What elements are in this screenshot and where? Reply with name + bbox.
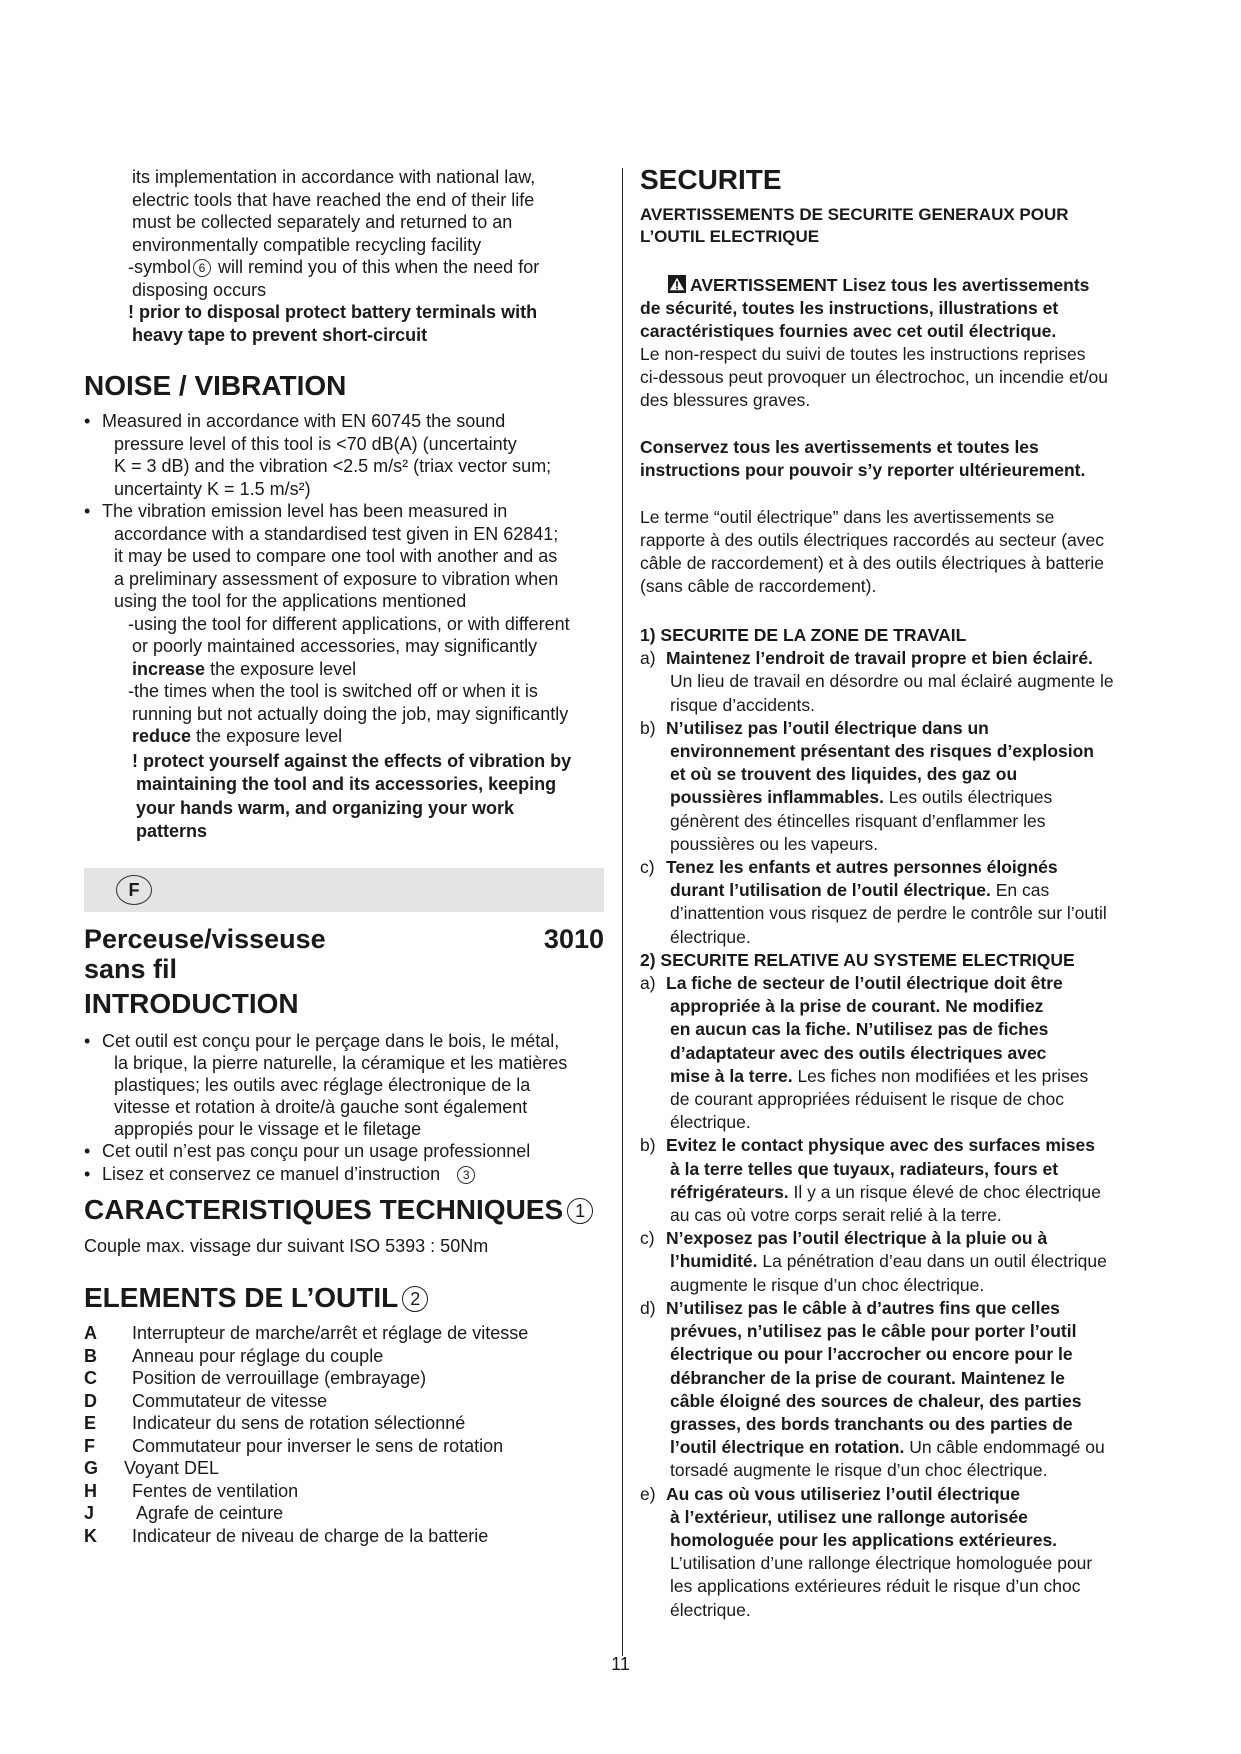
element-text: Agrafe de ceinture (136, 1503, 284, 1523)
text-line: électrique. (670, 1599, 751, 1620)
text-line: its implementation in accordance with national law, (132, 167, 536, 187)
element-row (84, 1412, 614, 1435)
element-letter: G (84, 1458, 99, 1478)
list-item (84, 1163, 614, 1186)
text-line: et où se trouvent des liquides, des gaz ou (670, 764, 1018, 785)
safety-item (640, 717, 1160, 856)
safety-item (640, 647, 1160, 717)
element-letter: D (84, 1390, 97, 1411)
text-line: your hands warm, and organizing your work (136, 797, 515, 818)
element-row (84, 1457, 614, 1480)
text-run: Les fiches non modifiées et les prises (797, 1065, 1089, 1086)
text-line: uncertainty K = 1.5 m/s²) (114, 478, 311, 499)
text-line: -using the tool for different applications, or with different (128, 613, 570, 634)
column-divider (622, 168, 623, 1656)
text-line: Conservez tous les avertissements et toutes les (640, 437, 1039, 457)
symbol-post: will remind you of this when the need for (218, 257, 540, 277)
text-line: or poorly maintained accessories, may significantly (132, 636, 538, 656)
item-label: d) (640, 1297, 656, 1318)
text-line: rapporte à des outils électriques raccordés au secteur (avec (640, 530, 1104, 550)
text-line: risque d’accidents. (670, 694, 815, 715)
section-heading: 2) SECURITE RELATIVE AU SYSTEME ELECTRIQUE (640, 949, 1075, 970)
text-line: des blessures graves. (640, 390, 811, 410)
text-line: génèrent des étincelles risquant d’enflammer les (670, 810, 1046, 831)
tech-heading (84, 1194, 593, 1226)
text-line: using the tool for the applications mentioned (114, 591, 467, 611)
language-badge: F (116, 875, 152, 905)
text-line: disposing occurs (132, 279, 267, 300)
figure-ref-3: 3 (457, 1166, 475, 1184)
element-letter: F (84, 1435, 95, 1456)
text-line: de courant appropriées réduisent le risque de choc (670, 1089, 1064, 1110)
element-text: Indicateur de niveau de charge de la batterie (132, 1525, 489, 1546)
text-line: en aucun cas la fiche. N’utilisez pas de fiches (670, 1019, 1049, 1040)
safety-item (640, 856, 1160, 949)
text-line (666, 1181, 1160, 1204)
text-line: plastiques; les outils avec réglage électronique de la (114, 1075, 531, 1095)
text-line: • The vibration emission level has been measured in (102, 501, 508, 521)
element-text: Anneau pour réglage du couple (132, 1345, 384, 1366)
warning-triangle-icon (668, 275, 686, 293)
text-line: homologuée pour les applications extérieures. (670, 1529, 1058, 1550)
keep-instructions (640, 436, 1085, 482)
element-row (84, 1390, 614, 1413)
section-heading: 1) SECURITE DE LA ZONE DE TRAVAIL (640, 625, 967, 645)
intro-list (84, 1030, 614, 1185)
element-text: Indicateur du sens de rotation sélectionné (132, 1413, 466, 1433)
list-item (84, 500, 614, 613)
element-text: Fentes de ventilation (132, 1480, 299, 1501)
text-line: les applications extérieures réduit le risque d’un choc (670, 1576, 1081, 1597)
text-line: Le non-respect du suivi de toutes les instructions reprises (640, 344, 1086, 364)
text-line: accordance with a standardised test given in EN 62841; (114, 523, 559, 544)
element-text: Position de verrouillage (embrayage) (132, 1368, 427, 1388)
element-row (84, 1345, 614, 1368)
increase-word: increase (132, 658, 206, 679)
text-line: prévues, n’utilisez pas le câble pour porter l’outil (670, 1321, 1077, 1342)
warning-text: AVERTISSEMENT Lisez tous les avertissements (690, 275, 1090, 295)
element-text: Interrupteur de marche/arrêt et réglage de vitesse (132, 1323, 529, 1343)
element-letter: K (84, 1525, 97, 1546)
text-line: running but not actually doing the job, may significantly (132, 703, 569, 724)
product-title: sans fil (84, 954, 178, 984)
text-line: must be collected separately and returned to an (132, 212, 513, 232)
text-line: au cas où votre corps serait relié à la terre. (670, 1205, 1002, 1226)
product-title: Perceuse/visseuse (84, 924, 326, 954)
product-model: 3010 (543, 924, 604, 954)
text-line: Maintenez l’endroit de travail propre et bien éclairé. (666, 648, 1093, 669)
safety-item (640, 1134, 1160, 1227)
bold-run: mise à la terre. (670, 1065, 793, 1086)
item-label: b) (640, 717, 656, 738)
text-line (666, 879, 1160, 902)
safety-item (640, 1227, 1160, 1297)
text-line: augmente le risque d’un choc électrique. (670, 1274, 985, 1295)
element-row (84, 1480, 614, 1503)
text-line: grasses, des bords tranchants ou des parties de (670, 1413, 1073, 1434)
text-line: maintaining the tool and its accessories, keeping (136, 774, 557, 794)
element-letter: E (84, 1413, 97, 1433)
text-line: vitesse et rotation à droite/à gauche sont également (114, 1097, 528, 1117)
securite-subheading (640, 204, 1069, 248)
text-line: ! protect yourself against the effects of vibration by (132, 750, 572, 771)
text-line: L’OUTIL ELECTRIQUE (640, 227, 820, 246)
text-line: N’utilisez pas le câble à d’autres fins que celles (666, 1297, 1060, 1318)
text-line: Evitez le contact physique avec des surfaces mises (666, 1135, 1095, 1156)
torque-spec: Couple max. vissage dur suivant ISO 5393 : 50Nm (84, 1236, 489, 1256)
increase-rest: the exposure level (210, 658, 357, 679)
text-line (666, 786, 1160, 809)
item-label: a) (640, 973, 656, 994)
list-item (84, 410, 614, 500)
safety-sections (640, 624, 1160, 1622)
text-line: environnement présentant des risques d’explosion (670, 741, 1094, 762)
list-item (84, 1030, 614, 1140)
page-number: 11 (611, 1654, 630, 1674)
text-line: • Cet outil est conçu pour le perçage dans le bois, le métal, (102, 1031, 560, 1051)
item-label: a) (640, 648, 656, 669)
text-line (128, 725, 614, 748)
text-run: Les outils électriques (888, 787, 1053, 808)
tech-heading-text: CARACTERISTIQUES TECHNIQUES (84, 1194, 564, 1225)
figure-ref-2: 2 (402, 1286, 428, 1312)
element-row (84, 1435, 614, 1458)
disposal-paragraph (128, 166, 612, 346)
element-letter: B (84, 1345, 97, 1366)
list-item: • Cet outil n’est pas conçu pour un usage professionnel (84, 1140, 614, 1163)
text-line: • Measured in accordance with EN 60745 the sound (102, 411, 506, 431)
noise-heading: NOISE / VIBRATION (84, 370, 347, 401)
text-line: patterns (136, 821, 208, 841)
text-line (128, 658, 614, 681)
safety-item (640, 1297, 1160, 1483)
warning-block (640, 274, 1160, 412)
elements-heading-text: ELEMENTS DE L’OUTIL (84, 1282, 399, 1313)
text-line: environmentally compatible recycling facility (132, 234, 482, 255)
element-row (84, 1322, 614, 1345)
item-label: b) (640, 1135, 656, 1156)
elements-list (84, 1322, 614, 1547)
text-line: Lisez et conservez ce manuel d’instruction (102, 1163, 441, 1184)
text-line (640, 274, 1160, 297)
text-line: câble éloigné des sources de chaleur, des parties (670, 1390, 1082, 1411)
text-line: AVERTISSEMENTS DE SECURITE GENERAUX POUR (640, 205, 1069, 224)
text-line: de sécurité, toutes les instructions, illustrations et (640, 298, 1059, 318)
element-text: Voyant DEL (124, 1458, 220, 1478)
item-label: e) (640, 1483, 656, 1504)
element-letter: H (84, 1480, 97, 1501)
safety-item (640, 972, 1160, 1134)
text-line: electric tools that have reached the end of their life (132, 189, 535, 210)
text-line: appropiés pour le vissage et le filetage (114, 1119, 422, 1139)
text-line: L’utilisation d’une rallonge électrique homologuée pour (670, 1553, 1093, 1574)
text-line: poussières ou les vapeurs. (670, 833, 879, 854)
element-row (84, 1525, 614, 1548)
text-line (666, 1436, 1160, 1459)
text-line: caractéristiques fournies avec cet outil électrique. (640, 321, 1057, 341)
element-letter: J (84, 1503, 95, 1523)
bold-run: l’humidité. (670, 1251, 758, 1272)
text-line: à la terre telles que tuyaux, radiateurs, fours et (670, 1158, 1059, 1179)
text-line: Tenez les enfants et autres personnes éloignés (666, 857, 1058, 878)
safety-item (640, 1483, 1160, 1622)
item-label: c) (640, 1228, 655, 1249)
text-line: instructions pour pouvoir s’y reporter ultérieurement. (640, 460, 1086, 480)
text-line (666, 1250, 1160, 1273)
text-line: Au cas où vous utiliseriez l’outil électrique (666, 1483, 1020, 1504)
introduction-heading: INTRODUCTION (84, 988, 299, 1019)
bold-run: réfrigérateurs. (670, 1181, 789, 1202)
symbol-pre: -symbol (128, 257, 192, 277)
element-row (84, 1367, 614, 1390)
element-row (84, 1502, 614, 1525)
bold-run: durant l’utilisation de l’outil électrique. (670, 880, 991, 901)
text-line: appropriée à la prise de courant. Ne modifiez (670, 996, 1044, 1017)
elements-heading (84, 1282, 428, 1314)
text-line: pressure level of this tool is <70 dB(A) (uncertainty (114, 433, 517, 454)
text-line (666, 1065, 1160, 1088)
text-line: ci-dessous peut provoquer un électrochoc, un incendie et/ou (640, 367, 1108, 387)
text-line: N’exposez pas l’outil électrique à la pluie ou à (666, 1228, 1048, 1249)
text-line: it may be used to compare one tool with another and as (114, 546, 558, 566)
product-header (84, 924, 604, 984)
reduce-word: reduce (132, 726, 192, 746)
text-line: a preliminary assessment of exposure to vibration when (114, 568, 559, 589)
text-run: En cas (995, 880, 1050, 901)
text-line: La fiche de secteur de l’outil électrique doit être (666, 973, 1063, 994)
securite-heading: SECURITE (640, 164, 782, 195)
text-line: à l’extérieur, utilisez une rallonge autorisée (670, 1506, 1028, 1527)
bold-run: poussières inflammables. (670, 787, 884, 808)
text-line: électrique. (670, 1112, 751, 1133)
text-line: câble de raccordement) et à des outils électriques à batterie (640, 553, 1105, 573)
text-run: Il y a un risque élevé de choc électrique (793, 1181, 1101, 1202)
text-line: la brique, la pierre naturelle, la céramique et les matières (114, 1053, 568, 1073)
text-line: d’inattention vous risquez de perdre le contrôle sur l’outil (670, 903, 1107, 924)
reduce-rest: the exposure level (196, 726, 343, 746)
text-line: K = 3 dB) and the vibration <2.5 m/s² (triax vector sum; (114, 456, 552, 476)
text-line: Un lieu de travail en désordre ou mal éclairé augmente le (670, 671, 1114, 692)
term-paragraph (640, 506, 1104, 598)
element-text: Commutateur de vitesse (132, 1390, 328, 1411)
figure-ref-1: 1 (567, 1198, 593, 1224)
text-line: débrancher de la prise de courant. Maintenez le (670, 1367, 1065, 1388)
text-line: (sans câble de raccordement). (640, 576, 877, 596)
element-text: Commutateur pour inverser le sens de rotation (132, 1435, 504, 1456)
using-paragraph (84, 613, 614, 748)
protect-warning (84, 750, 614, 844)
text-line: torsadé augmente le risque d’un choc électrique. (670, 1460, 1048, 1481)
item-label: c) (640, 857, 655, 878)
battery-warning: heavy tape to prevent short-circuit (132, 324, 428, 345)
text-line: électrique ou pour l’accrocher ou encore pour le (670, 1344, 1073, 1365)
figure-ref-6: 6 (193, 259, 211, 277)
text-line: -the times when the tool is switched off or when it is (128, 681, 538, 701)
text-line: Le terme “outil électrique” dans les avertissements se (640, 507, 1055, 527)
text-run: Un câble endommagé ou (909, 1437, 1105, 1458)
language-bar (84, 868, 604, 912)
symbol-line (128, 256, 612, 279)
text-run: La pénétration d’eau dans un outil électrique (762, 1251, 1107, 1272)
bold-run: l’outil électrique en rotation. (670, 1437, 905, 1458)
noise-list (84, 410, 614, 844)
text-line: N’utilisez pas l’outil électrique dans un (666, 717, 989, 738)
text-line: d’adaptateur avec des outils électriques avec (670, 1042, 1047, 1063)
battery-warning: ! prior to disposal protect battery terminals with (128, 302, 538, 322)
text-line: électrique. (670, 926, 751, 947)
element-letter: C (84, 1368, 97, 1388)
element-letter: A (84, 1323, 97, 1343)
